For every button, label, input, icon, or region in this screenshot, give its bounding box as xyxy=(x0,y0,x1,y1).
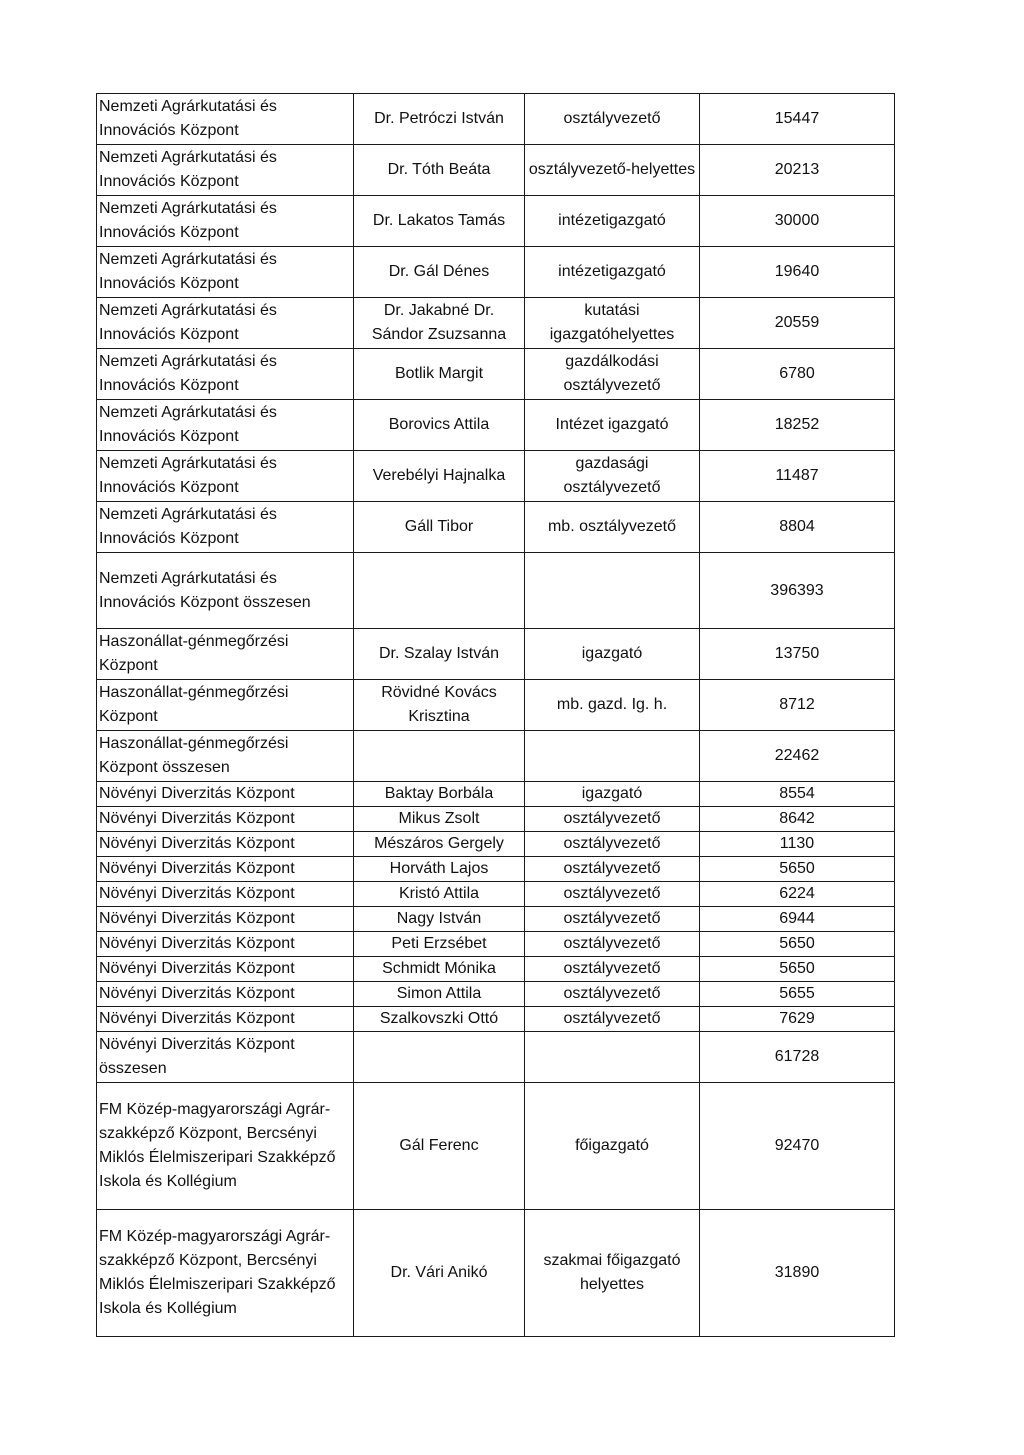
org-cell: Nemzeti Agrárkutatási és Innovációs Központ xyxy=(97,94,354,145)
table-row xyxy=(97,553,895,629)
org-cell: Növényi Diverzitás Központ xyxy=(97,982,354,1007)
table-row xyxy=(97,94,895,145)
amount-cell: 22462 xyxy=(700,731,895,782)
position-cell: mb. osztályvezető xyxy=(525,502,700,553)
position-cell: osztályvezető xyxy=(525,94,700,145)
amount-cell: 11487 xyxy=(700,451,895,502)
amount-cell: 5650 xyxy=(700,932,895,957)
name-cell: Mikus Zsolt xyxy=(354,807,525,832)
position-cell: osztályvezető xyxy=(525,857,700,882)
position-cell: Intézet igazgató xyxy=(525,400,700,451)
table-row xyxy=(97,957,895,982)
org-cell: FM Közép-magyarországi Agrár-szakképző Központ, Bercsényi Miklós Élelmiszeripari Szakképző Iskola és Kollégium xyxy=(97,1210,354,1337)
table-row xyxy=(97,832,895,857)
amount-cell: 6224 xyxy=(700,882,895,907)
org-cell: Haszonállat-génmegőrzési Központ xyxy=(97,680,354,731)
table-row xyxy=(97,1007,895,1032)
org-cell: Nemzeti Agrárkutatási és Innovációs Központ xyxy=(97,502,354,553)
org-cell: Növényi Diverzitás Központ összesen xyxy=(97,1032,354,1083)
position-cell: osztályvezető xyxy=(525,1007,700,1032)
name-cell: Dr. Szalay István xyxy=(354,629,525,680)
amount-cell: 396393 xyxy=(700,553,895,629)
data-table xyxy=(96,93,895,1337)
amount-cell: 61728 xyxy=(700,1032,895,1083)
amount-cell: 6944 xyxy=(700,907,895,932)
amount-cell: 1130 xyxy=(700,832,895,857)
amount-cell: 30000 xyxy=(700,196,895,247)
position-cell: gazdálkodási osztályvezető xyxy=(525,349,700,400)
table-row xyxy=(97,247,895,298)
table-row xyxy=(97,400,895,451)
org-cell: Nemzeti Agrárkutatási és Innovációs Központ xyxy=(97,400,354,451)
position-cell: osztályvezető-helyettes xyxy=(525,145,700,196)
name-cell: Simon Attila xyxy=(354,982,525,1007)
name-cell: Rövidné Kovács Krisztina xyxy=(354,680,525,731)
amount-cell: 92470 xyxy=(700,1083,895,1210)
name-cell: Dr. Jakabné Dr. Sándor Zsuzsanna xyxy=(354,298,525,349)
org-cell: Haszonállat-génmegőrzési Központ összesen xyxy=(97,731,354,782)
name-cell: Peti Erzsébet xyxy=(354,932,525,957)
table-row xyxy=(97,145,895,196)
name-cell: Kristó Attila xyxy=(354,882,525,907)
position-cell: mb. gazd. Ig. h. xyxy=(525,680,700,731)
table-row xyxy=(97,1210,895,1337)
name-cell xyxy=(354,1032,525,1083)
org-cell: Nemzeti Agrárkutatási és Innovációs Központ xyxy=(97,196,354,247)
position-cell: intézetigazgató xyxy=(525,196,700,247)
name-cell: Gáll Tibor xyxy=(354,502,525,553)
name-cell: Horváth Lajos xyxy=(354,857,525,882)
position-cell xyxy=(525,731,700,782)
amount-cell: 15447 xyxy=(700,94,895,145)
org-cell: Növényi Diverzitás Központ xyxy=(97,807,354,832)
org-cell: FM Közép-magyarországi Agrár-szakképző Központ, Bercsényi Miklós Élelmiszeripari Szakképző Iskola és Kollégium xyxy=(97,1083,354,1210)
amount-cell: 8804 xyxy=(700,502,895,553)
org-cell: Növényi Diverzitás Központ xyxy=(97,782,354,807)
org-cell: Növényi Diverzitás Központ xyxy=(97,957,354,982)
org-cell: Nemzeti Agrárkutatási és Innovációs Központ xyxy=(97,451,354,502)
amount-cell: 13750 xyxy=(700,629,895,680)
position-cell xyxy=(525,553,700,629)
position-cell: osztályvezető xyxy=(525,807,700,832)
org-cell: Nemzeti Agrárkutatási és Innovációs Központ összesen xyxy=(97,553,354,629)
table-row xyxy=(97,680,895,731)
org-cell: Növényi Diverzitás Központ xyxy=(97,832,354,857)
amount-cell: 18252 xyxy=(700,400,895,451)
position-cell: osztályvezető xyxy=(525,957,700,982)
position-cell: kutatási igazgatóhelyettes xyxy=(525,298,700,349)
table-row xyxy=(97,982,895,1007)
position-cell: szakmai főigazgató helyettes xyxy=(525,1210,700,1337)
position-cell: gazdasági osztályvezető xyxy=(525,451,700,502)
table-row xyxy=(97,782,895,807)
table-row xyxy=(97,451,895,502)
org-cell: Növényi Diverzitás Központ xyxy=(97,907,354,932)
amount-cell: 5650 xyxy=(700,857,895,882)
position-cell: osztályvezető xyxy=(525,982,700,1007)
name-cell: Dr. Petróczi István xyxy=(354,94,525,145)
org-cell: Növényi Diverzitás Központ xyxy=(97,1007,354,1032)
position-cell: főigazgató xyxy=(525,1083,700,1210)
table-row xyxy=(97,349,895,400)
amount-cell: 31890 xyxy=(700,1210,895,1337)
position-cell xyxy=(525,1032,700,1083)
org-cell: Haszonállat-génmegőrzési Központ xyxy=(97,629,354,680)
position-cell: osztályvezető xyxy=(525,832,700,857)
org-cell: Nemzeti Agrárkutatási és Innovációs Központ xyxy=(97,349,354,400)
name-cell: Dr. Gál Dénes xyxy=(354,247,525,298)
table-row xyxy=(97,907,895,932)
position-cell: igazgató xyxy=(525,629,700,680)
name-cell xyxy=(354,731,525,782)
name-cell: Dr. Lakatos Tamás xyxy=(354,196,525,247)
table-row xyxy=(97,196,895,247)
name-cell: Verebélyi Hajnalka xyxy=(354,451,525,502)
table-row xyxy=(97,1083,895,1210)
table-row xyxy=(97,882,895,907)
position-cell: osztályvezető xyxy=(525,907,700,932)
name-cell: Szalkovszki Ottó xyxy=(354,1007,525,1032)
org-cell: Növényi Diverzitás Központ xyxy=(97,882,354,907)
org-cell: Növényi Diverzitás Központ xyxy=(97,857,354,882)
table-row xyxy=(97,857,895,882)
name-cell xyxy=(354,553,525,629)
table-body xyxy=(97,94,895,1337)
position-cell: igazgató xyxy=(525,782,700,807)
amount-cell: 19640 xyxy=(700,247,895,298)
table-row xyxy=(97,629,895,680)
amount-cell: 8554 xyxy=(700,782,895,807)
amount-cell: 5650 xyxy=(700,957,895,982)
amount-cell: 6780 xyxy=(700,349,895,400)
name-cell: Baktay Borbála xyxy=(354,782,525,807)
table-row xyxy=(97,932,895,957)
table-row xyxy=(97,1032,895,1083)
amount-cell: 20213 xyxy=(700,145,895,196)
amount-cell: 20559 xyxy=(700,298,895,349)
name-cell: Schmidt Mónika xyxy=(354,957,525,982)
amount-cell: 5655 xyxy=(700,982,895,1007)
table-row xyxy=(97,298,895,349)
name-cell: Botlik Margit xyxy=(354,349,525,400)
name-cell: Mészáros Gergely xyxy=(354,832,525,857)
amount-cell: 8642 xyxy=(700,807,895,832)
table-row xyxy=(97,502,895,553)
name-cell: Nagy István xyxy=(354,907,525,932)
table-row xyxy=(97,731,895,782)
name-cell: Dr. Vári Anikó xyxy=(354,1210,525,1337)
name-cell: Borovics Attila xyxy=(354,400,525,451)
name-cell: Gál Ferenc xyxy=(354,1083,525,1210)
amount-cell: 7629 xyxy=(700,1007,895,1032)
position-cell: osztályvezető xyxy=(525,932,700,957)
position-cell: intézetigazgató xyxy=(525,247,700,298)
org-cell: Nemzeti Agrárkutatási és Innovációs Központ xyxy=(97,247,354,298)
org-cell: Nemzeti Agrárkutatási és Innovációs Központ xyxy=(97,298,354,349)
org-cell: Nemzeti Agrárkutatási és Innovációs Központ xyxy=(97,145,354,196)
table-row xyxy=(97,807,895,832)
org-cell: Növényi Diverzitás Központ xyxy=(97,932,354,957)
position-cell: osztályvezető xyxy=(525,882,700,907)
amount-cell: 8712 xyxy=(700,680,895,731)
name-cell: Dr. Tóth Beáta xyxy=(354,145,525,196)
